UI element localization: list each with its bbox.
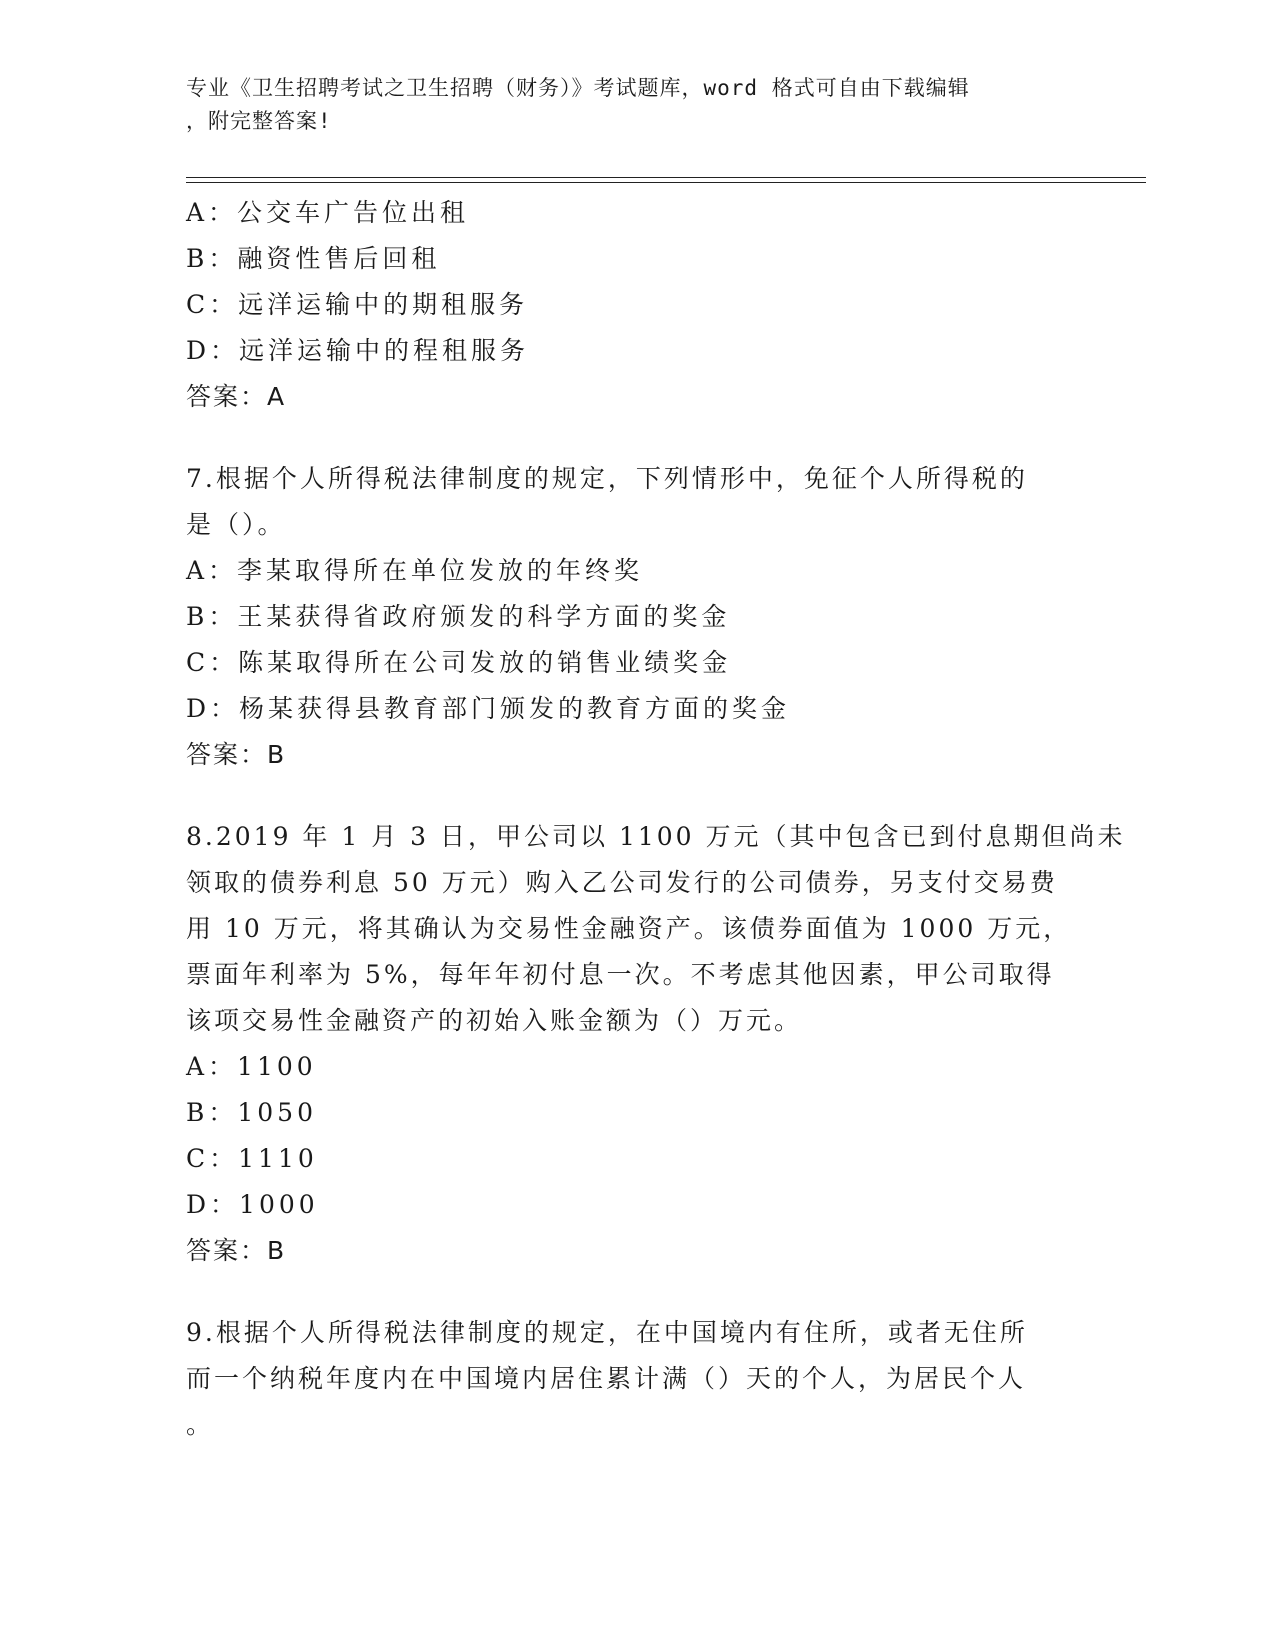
option-d: D：杨某获得县教育部门颁发的教育方面的奖金 bbox=[186, 694, 791, 723]
answer-line: 答案：B bbox=[186, 740, 287, 769]
question-stem-line: 票面年利率为 5%，每年年初付息一次。不考虑其他因素，甲公司取得 bbox=[186, 960, 1055, 989]
question-7 bbox=[186, 456, 1086, 778]
header-divider-bottom bbox=[186, 182, 1146, 183]
spacer bbox=[186, 778, 1086, 814]
question-stem-line: 是（）。 bbox=[186, 510, 286, 539]
question-stem-line: 9.根据个人所得税法律制度的规定，在中国境内有住所，或者无住所 bbox=[186, 1318, 1028, 1347]
header-line-1: 专业《卫生招聘考试之卫生招聘（财务）》考试题库，word 格式可自由下载编辑 bbox=[186, 76, 970, 100]
question-9 bbox=[186, 1310, 1086, 1448]
header-divider-top bbox=[186, 177, 1146, 178]
option-c: C：远洋运输中的期租服务 bbox=[186, 290, 529, 319]
option-d: D：1000 bbox=[186, 1190, 319, 1219]
option-b: B：融资性售后回租 bbox=[186, 244, 441, 273]
spacer bbox=[186, 420, 1086, 456]
question-stem-line: 领取的债券利息 50 万元）购入乙公司发行的公司债券，另支付交易费 bbox=[186, 868, 1058, 897]
question-list bbox=[186, 190, 1126, 1448]
question-6 bbox=[186, 190, 1086, 420]
answer-line: 答案：A bbox=[186, 382, 287, 411]
question-stem-line: 。 bbox=[186, 1410, 215, 1439]
option-d: D：远洋运输中的程租服务 bbox=[186, 336, 530, 365]
question-8 bbox=[186, 814, 1126, 1274]
question-stem-line: 该项交易性金融资产的初始入账金额为（）万元。 bbox=[186, 1006, 803, 1035]
option-c: C：1110 bbox=[186, 1144, 318, 1173]
document-header bbox=[186, 72, 1066, 138]
question-stem-line: 7.根据个人所得税法律制度的规定，下列情形中，免征个人所得税的 bbox=[186, 464, 1028, 493]
option-b: B：1050 bbox=[186, 1098, 317, 1127]
option-a: A：公交车广告位出租 bbox=[186, 198, 470, 227]
spacer bbox=[186, 1274, 1086, 1310]
option-b: B：王某获得省政府颁发的科学方面的奖金 bbox=[186, 602, 731, 631]
answer-line: 答案：B bbox=[186, 1236, 287, 1265]
question-stem-line: 而一个纳税年度内在中国境内居住累计满（）天的个人，为居民个人 bbox=[186, 1364, 1027, 1393]
option-a: A：李某取得所在单位发放的年终奖 bbox=[186, 556, 644, 585]
option-c: C：陈某取得所在公司发放的销售业绩奖金 bbox=[186, 648, 732, 677]
option-a: A：1100 bbox=[186, 1052, 317, 1081]
question-stem-line: 8.2019 年 1 月 3 日，甲公司以 1100 万元（其中包含已到付息期但尚未 bbox=[186, 822, 1126, 851]
header-line-2: ，附完整答案! bbox=[186, 109, 332, 133]
question-stem-line: 用 10 万元，将其确认为交易性金融资产。该债券面值为 1000 万元， bbox=[186, 914, 1072, 943]
